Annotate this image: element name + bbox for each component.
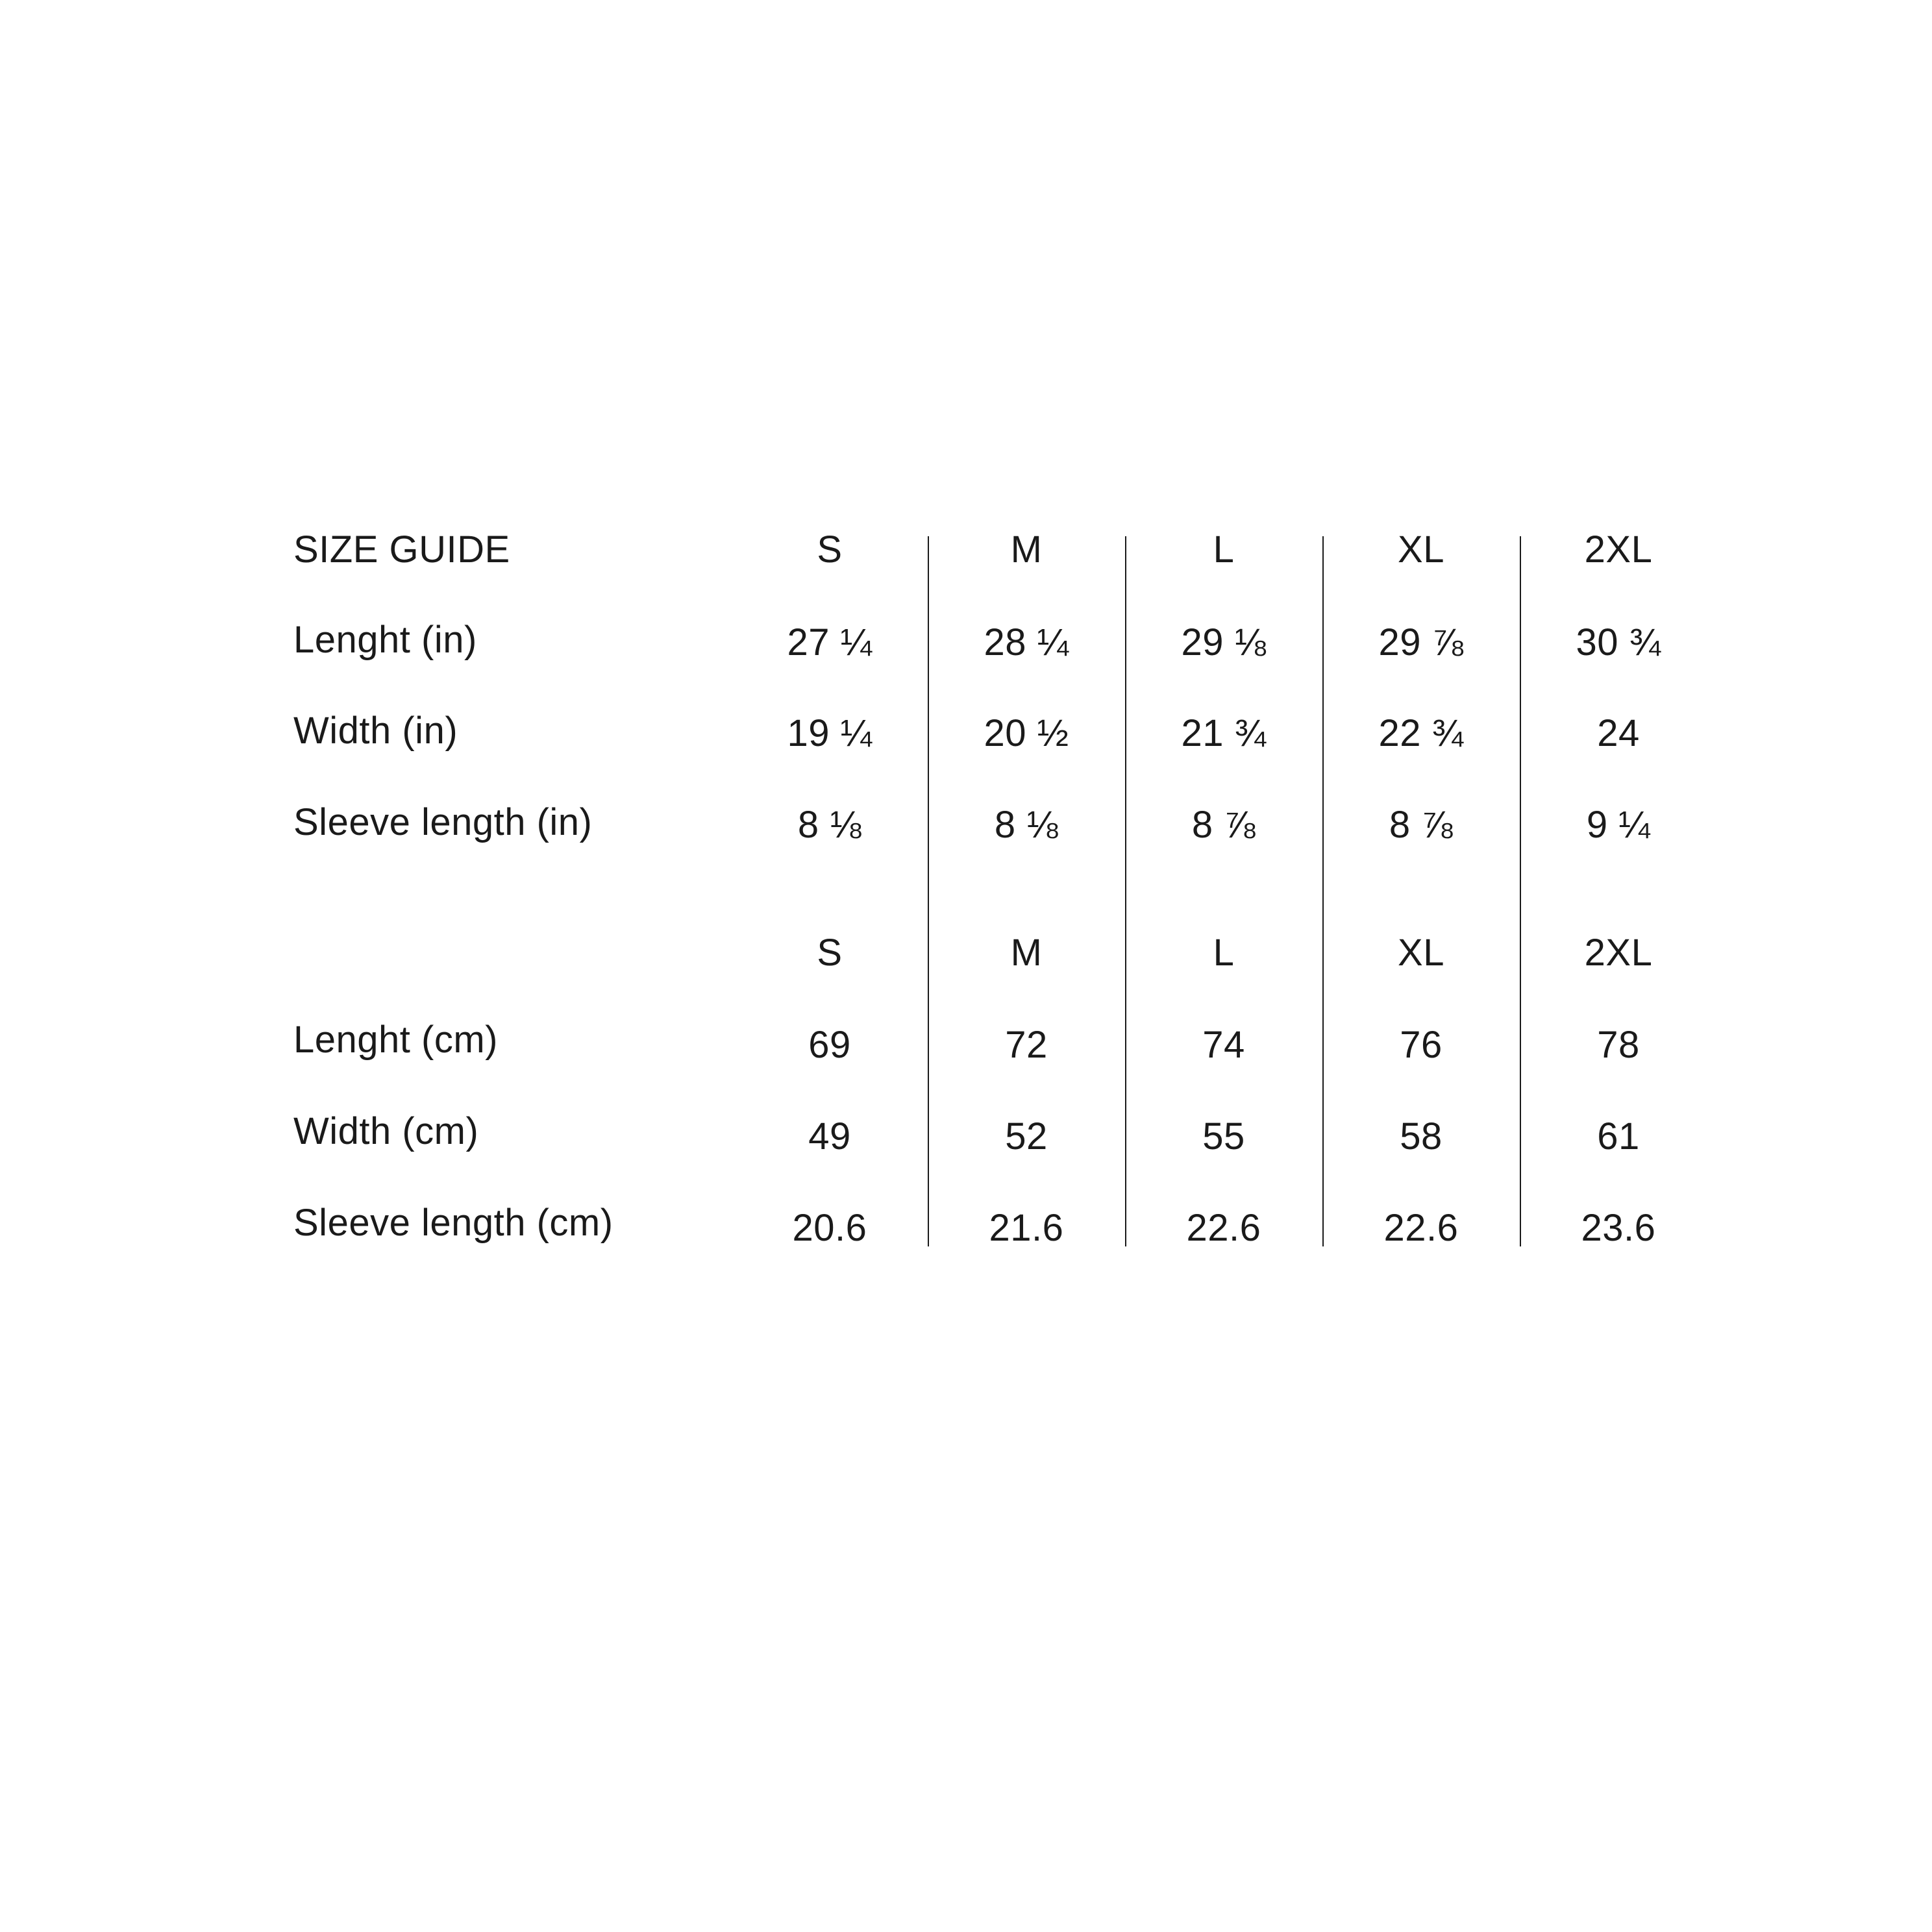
size-header-m: M bbox=[1010, 528, 1043, 571]
size-header-s: S bbox=[817, 932, 843, 974]
table-cell: 23.6 bbox=[1581, 1207, 1656, 1249]
size-header-m: M bbox=[1010, 932, 1043, 974]
table-cell: 72 bbox=[1005, 1024, 1048, 1066]
table-cell: 19 ¼ bbox=[787, 712, 873, 754]
table-cell: 8 ⅞ bbox=[1191, 804, 1256, 846]
table-cell: 30 ¾ bbox=[1576, 621, 1661, 663]
column-divider bbox=[1322, 536, 1324, 1246]
table-cell: 55 bbox=[1202, 1115, 1245, 1158]
table-cell: 78 bbox=[1597, 1024, 1640, 1066]
table-cell: 24 bbox=[1597, 712, 1640, 754]
size-header-2xl: 2XL bbox=[1584, 932, 1653, 974]
table-cell: 61 bbox=[1597, 1115, 1640, 1158]
row-label-sleeve-cm: Sleeve length (cm) bbox=[293, 1202, 613, 1244]
row-label-length-cm: Lenght (cm) bbox=[293, 1019, 498, 1061]
table-cell: 8 ⅛ bbox=[797, 804, 862, 846]
size-header-xl: XL bbox=[1398, 528, 1444, 571]
table-cell: 76 bbox=[1400, 1024, 1443, 1066]
table-cell: 74 bbox=[1202, 1024, 1245, 1066]
row-label-width-cm: Width (cm) bbox=[293, 1110, 479, 1152]
table-cell: 20 ½ bbox=[984, 712, 1069, 754]
column-divider bbox=[1125, 536, 1126, 1246]
row-label-sleeve-in: Sleeve length (in) bbox=[293, 801, 593, 843]
table-cell: 9 ¼ bbox=[1586, 804, 1651, 846]
table-cell: 49 bbox=[808, 1115, 851, 1158]
table-cell: 29 ⅞ bbox=[1378, 621, 1464, 663]
size-guide-title: SIZE GUIDE bbox=[293, 528, 510, 571]
table-cell: 21.6 bbox=[989, 1207, 1064, 1249]
table-cell: 22 ¾ bbox=[1378, 712, 1464, 754]
column-divider bbox=[928, 536, 929, 1246]
size-header-2xl: 2XL bbox=[1584, 528, 1653, 571]
table-cell: 69 bbox=[808, 1024, 851, 1066]
size-header-l: L bbox=[1213, 932, 1235, 974]
table-cell: 21 ¾ bbox=[1181, 712, 1267, 754]
table-cell: 29 ⅛ bbox=[1181, 621, 1267, 663]
table-cell: 52 bbox=[1005, 1115, 1048, 1158]
row-label-length-in: Lenght (in) bbox=[293, 619, 477, 661]
table-cell: 20.6 bbox=[792, 1207, 867, 1249]
size-header-s: S bbox=[817, 528, 843, 571]
column-divider bbox=[1520, 536, 1521, 1246]
table-cell: 22.6 bbox=[1383, 1207, 1459, 1249]
table-cell: 27 ¼ bbox=[787, 621, 873, 663]
size-header-xl: XL bbox=[1398, 932, 1444, 974]
table-cell: 22.6 bbox=[1186, 1207, 1261, 1249]
table-cell: 8 ⅛ bbox=[994, 804, 1059, 846]
table-cell: 28 ¼ bbox=[984, 621, 1069, 663]
table-cell: 8 ⅞ bbox=[1389, 804, 1454, 846]
table-cell: 58 bbox=[1400, 1115, 1443, 1158]
size-header-l: L bbox=[1213, 528, 1235, 571]
row-label-width-in: Width (in) bbox=[293, 710, 458, 752]
